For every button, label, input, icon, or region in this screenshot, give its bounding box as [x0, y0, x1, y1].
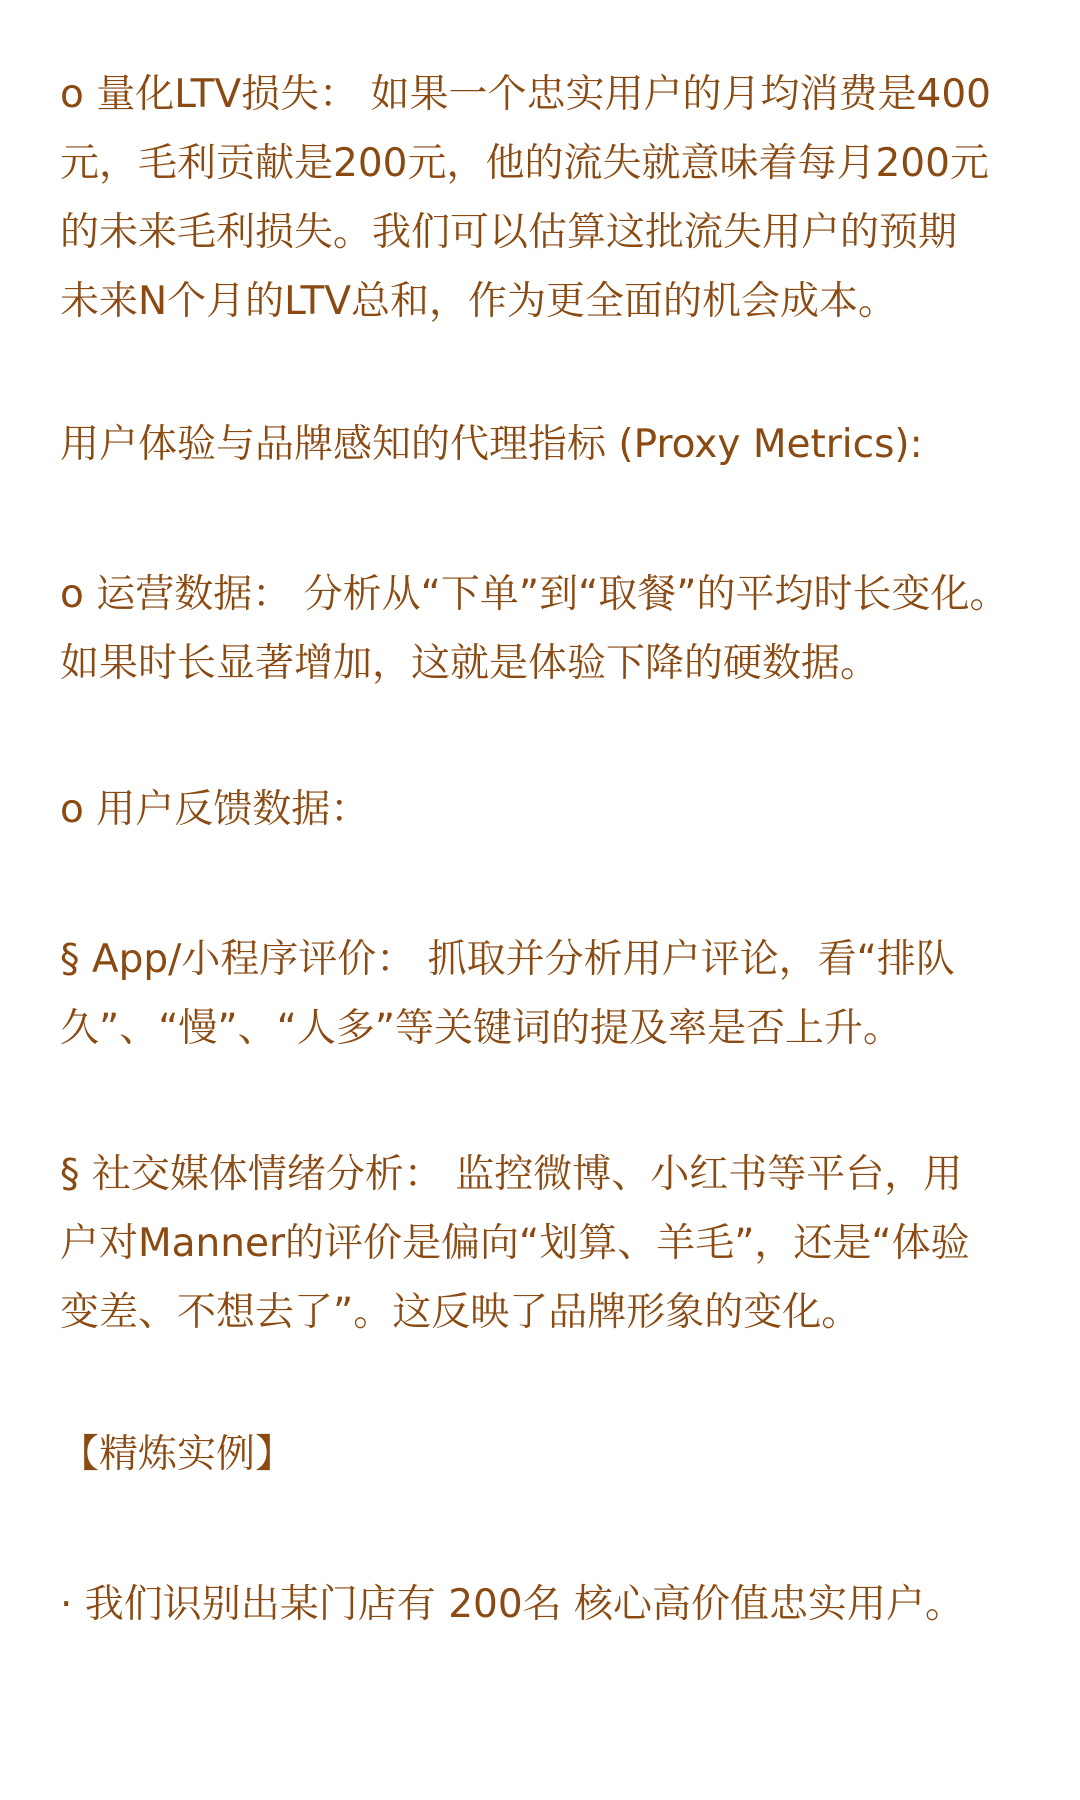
social-sentiment-line-1: § 社交媒体情绪分析： 监控微博、小红书等平台，用 — [60, 1152, 963, 1197]
ops-data-line-2: 如果时长显著增加，这就是体验下降的硬数据。 — [60, 641, 880, 686]
app-reviews-line-2: 久”、“慢”、“人多”等关键词的提及率是否上升。 — [60, 1006, 903, 1051]
feedback-heading-text: o 用户反馈数据： — [60, 787, 370, 832]
app-reviews-paragraph — [60, 925, 1040, 1063]
example-item-text: · 我们识别出某门店有 200名 核心高价值忠实用户。 — [60, 1582, 965, 1627]
social-sentiment-line-2: 户对Manner的评价是偏向“划算、羊毛”，还是“体验 — [60, 1221, 970, 1266]
ltv-loss-line-2: 元，毛利贡献是200元，他的流失就意味着每月200元 — [60, 141, 989, 186]
proxy-metrics-heading-text: 用户体验与品牌感知的代理指标 (Proxy Metrics): — [60, 422, 923, 467]
example-item — [60, 1570, 1040, 1639]
example-heading-text: 【精炼实例】 — [60, 1432, 295, 1477]
ops-data-paragraph — [60, 560, 1040, 698]
example-heading — [60, 1420, 1040, 1489]
social-sentiment-paragraph — [60, 1140, 1040, 1347]
ops-data-line-1: o 运营数据： 分析从“下单”到“取餐”的平均时长变化。 — [60, 572, 1009, 617]
ltv-loss-paragraph — [60, 60, 1040, 336]
feedback-heading — [60, 775, 1040, 844]
ltv-loss-line-1: o 量化LTV损失： 如果一个忠实用户的月均消费是400 — [60, 72, 991, 117]
proxy-metrics-heading — [60, 410, 1040, 479]
ltv-loss-line-4: 未来N个月的LTV总和，作为更全面的机会成本。 — [60, 279, 898, 324]
app-reviews-line-1: § App/小程序评价： 抓取并分析用户评论，看“排队 — [60, 937, 955, 982]
social-sentiment-line-3: 变差、不想去了”。这反映了品牌形象的变化。 — [60, 1290, 861, 1335]
ltv-loss-line-3: 的未来毛利损失。我们可以估算这批流失用户的预期 — [60, 210, 958, 255]
